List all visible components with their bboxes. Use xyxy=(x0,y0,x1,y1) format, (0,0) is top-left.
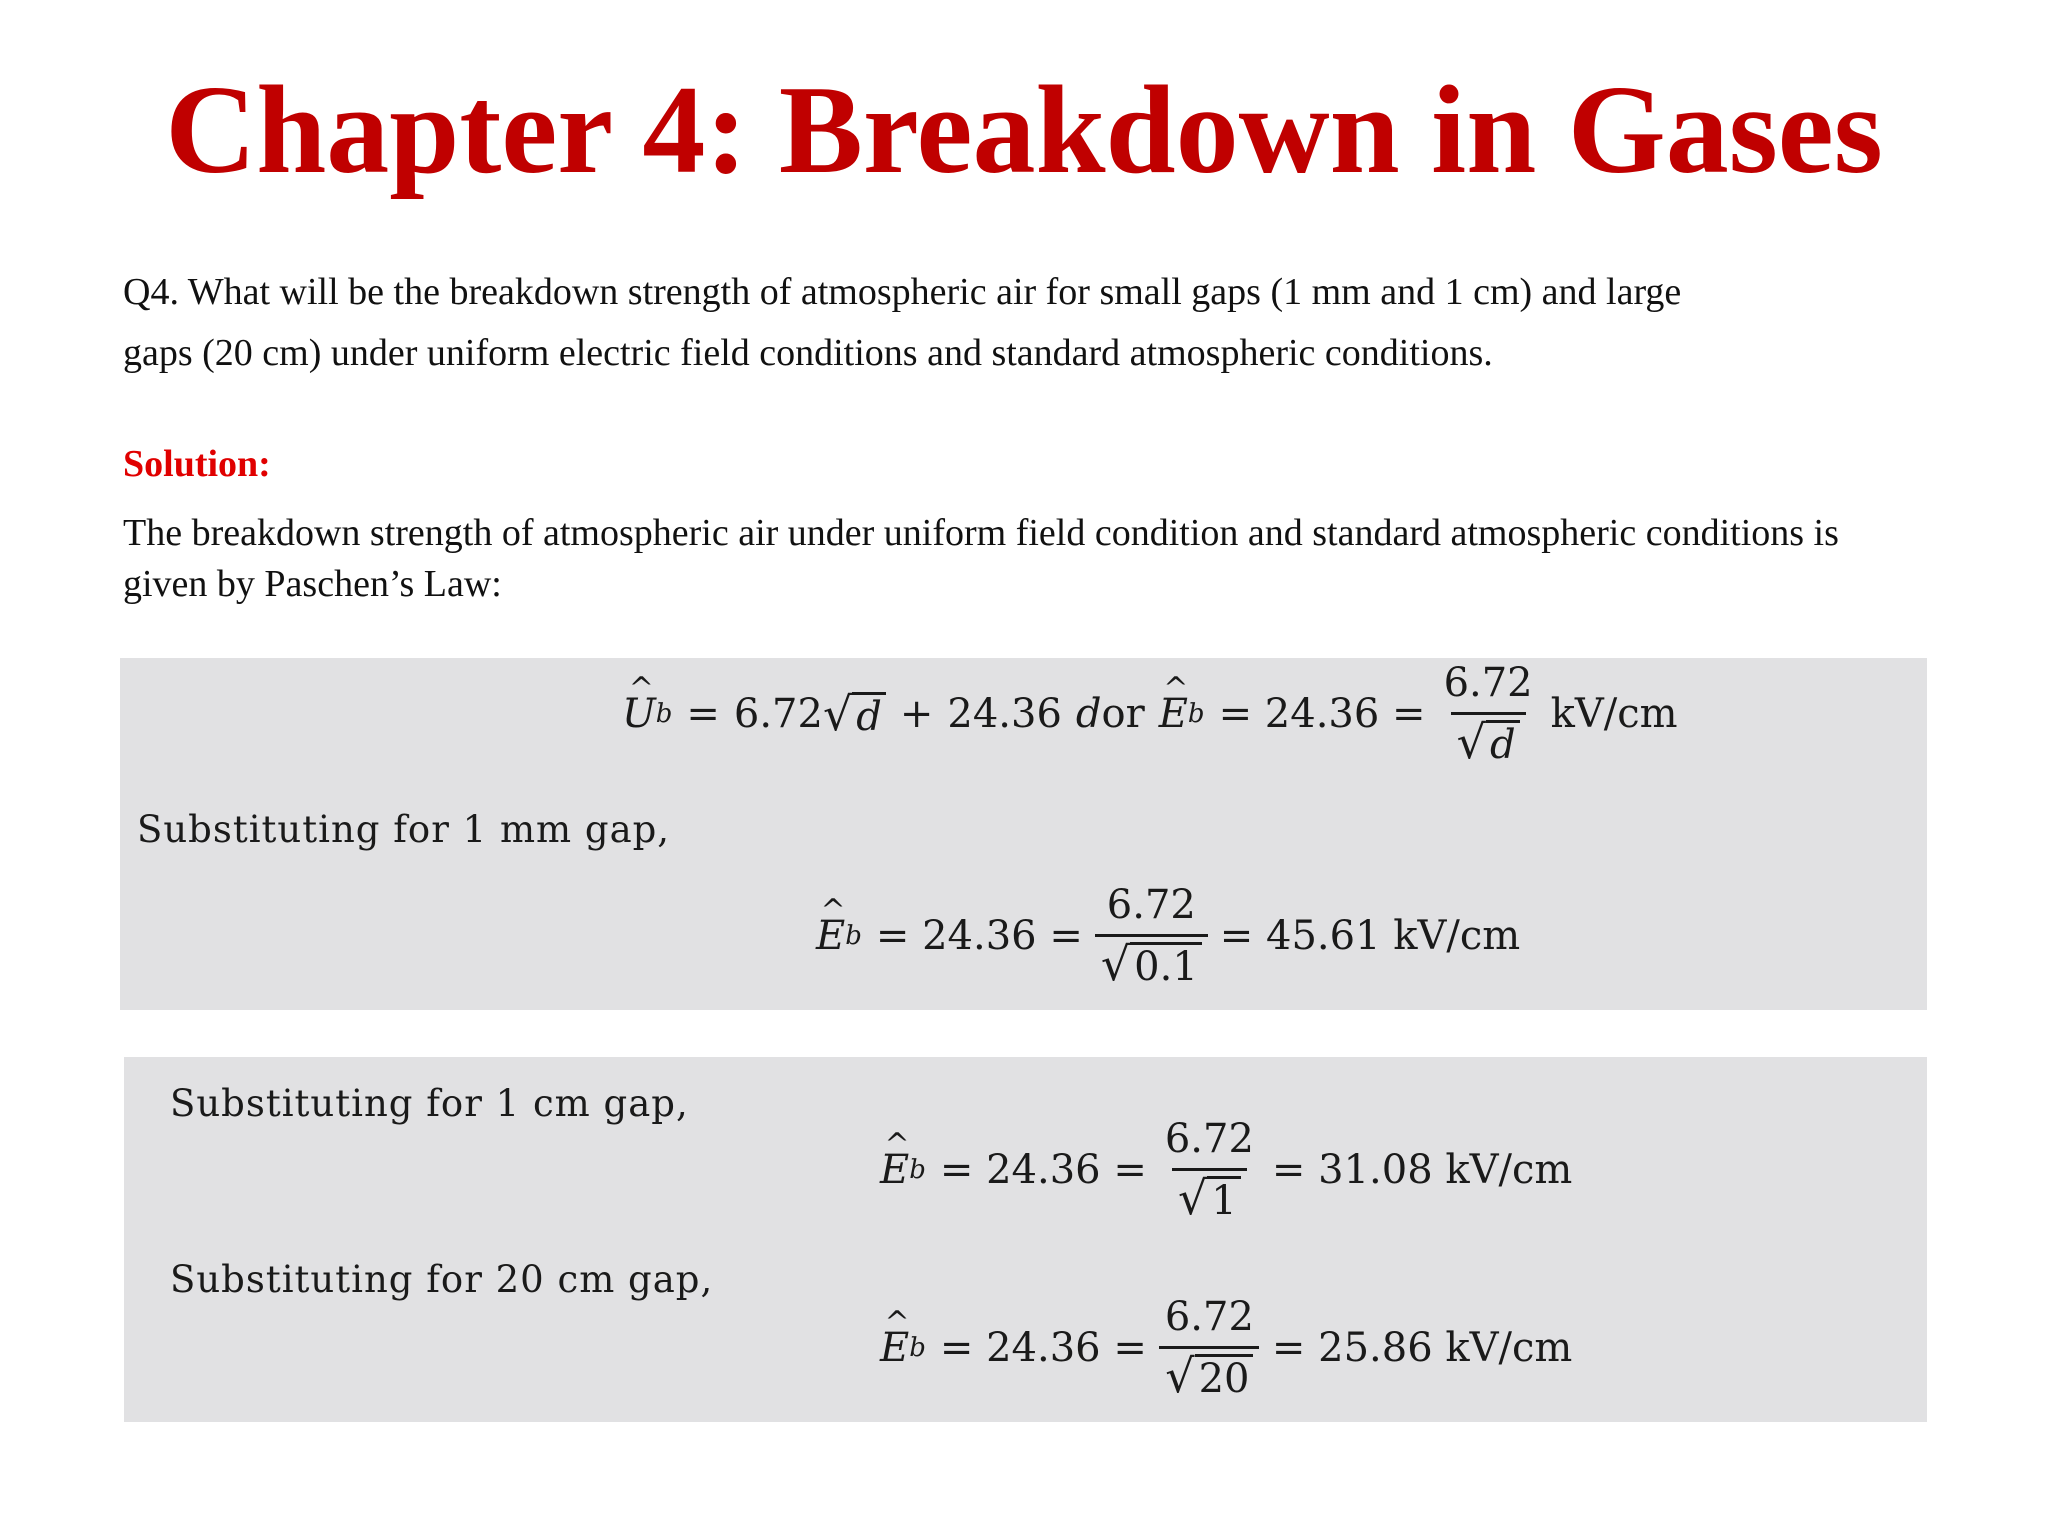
slide-title: Chapter 4: Breakdown in Gases xyxy=(165,61,1883,200)
solution-line-2: given by Paschen’s Law: xyxy=(123,563,502,605)
fraction: 6.72 √ d xyxy=(1443,660,1533,769)
fraction-1cm: 6.72 √ 1 xyxy=(1164,1116,1254,1225)
label-1cm: Substituting for 1 cm gap, xyxy=(170,1082,689,1125)
fraction-20cm: 6.72 √ 20 xyxy=(1159,1294,1260,1402)
solution-heading: Solution: xyxy=(123,443,271,485)
fraction-1mm: 6.72 √ 0.1 xyxy=(1095,882,1208,990)
result-1mm: = 45.61 kV/cm xyxy=(1219,913,1521,959)
result-1cm: = 31.08 kV/cm xyxy=(1271,1147,1573,1193)
label-1mm: Substituting for 1 mm gap, xyxy=(137,808,671,851)
label-20cm: Substituting for 20 cm gap, xyxy=(170,1258,714,1301)
question-line-2: gaps (20 cm) under uniform electric field conditions and standard atmospheric conditions. xyxy=(123,332,1493,374)
e-b-symbol: ^ E xyxy=(1159,691,1188,737)
sqrt-d: √ d xyxy=(823,691,886,737)
result-20cm: = 25.86 kV/cm xyxy=(1271,1325,1573,1371)
equation-1cm: ^ E b = 24.36 = 6.72 √ 1 = 31.08 kV/cm xyxy=(880,1116,1572,1224)
equation-20cm: ^ E b = 24.36 = 6.72 √ 20 = 25.86 kV/cm xyxy=(880,1294,1572,1402)
question-text xyxy=(123,262,1943,384)
u-b-symbol: ^ U xyxy=(622,691,656,737)
equation-1mm: ^ E b = 24.36 = 6.72 √ 0.1 = 45.61 kV/cm xyxy=(816,882,1520,990)
paschen-law-formula: ^ U b = 6.72 √ d + 24.36 d or ^ E b = 24.36 = 6.72 √ d kV/cm xyxy=(622,660,1678,768)
question-line-1: Q4. What will be the breakdown strength of atmospheric air for small gaps (1 mm and 1 cm) and large xyxy=(123,271,1682,313)
solution-line-1: The breakdown strength of atmospheric air under uniform field condition and standard atmospheric conditions is xyxy=(123,512,1839,554)
solution-text xyxy=(123,508,1943,610)
